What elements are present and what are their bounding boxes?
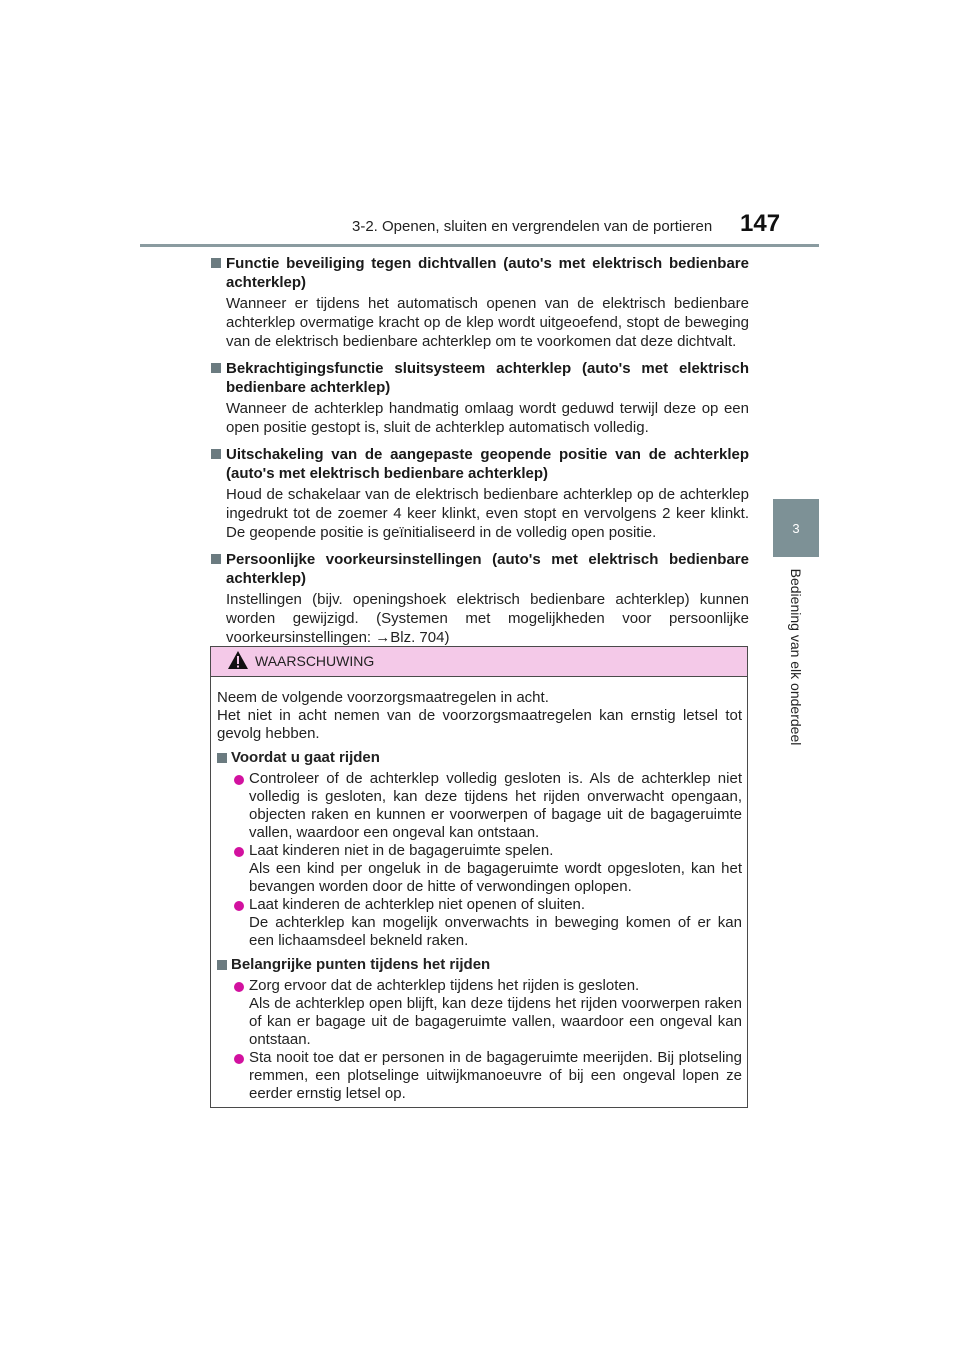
bullet-dot-icon (234, 847, 244, 857)
section-title-text: Functie beveiliging tegen dichtvallen (auto's met elektrisch bedienbare achterklep) (226, 255, 749, 291)
warning-bullet (217, 770, 742, 842)
bullet-text: Sta nooit toe dat er personen in de bagageruimte meerijden. Bij plotseling remmen, een plotselinge uitwijkmanoeuvre of bij een ongeval lopen ze eerder ernstig letsel op. (249, 1049, 742, 1102)
section-item (211, 550, 749, 647)
warning-group-title-text: Voordat u gaat rijden (231, 749, 380, 766)
bullet-dot-icon (234, 982, 244, 992)
bullet-dot-icon (234, 901, 244, 911)
warning-bullet (217, 896, 742, 950)
warning-box (210, 646, 748, 1108)
section-title-text: Uitschakeling van de aangepaste geopende positie van de achterklep (auto's met elektrisch bedienbare achterklep) (226, 446, 749, 482)
bullet-text: Als de achterklep open blijft, kan deze tijdens het rijden voorwerpen raken of kan er bagage uit de bagageruimte vallen, waardoor een ongeval kan ontstaan. (249, 995, 742, 1048)
warning-title: WAARSCHUWING (255, 653, 375, 669)
page-reference-link[interactable]: Blz. 704) (390, 629, 450, 646)
section-item (211, 254, 749, 351)
header-divider (140, 244, 819, 247)
chapter-label: Bediening van elk onderdeel (788, 568, 804, 746)
warning-intro-line: Neem de volgende voorzorgsmaatregelen in acht. (217, 689, 549, 706)
chapter-tab (773, 499, 819, 557)
page-number: 147 (740, 210, 781, 237)
section-item (211, 359, 749, 437)
section-item (211, 445, 749, 542)
bullet-dot-icon (234, 775, 244, 785)
warning-intro-line: Het niet in acht nemen van de voorzorgsmaatregelen kan ernstig letsel tot gevolg hebben. (217, 707, 742, 742)
warning-group-title (217, 956, 742, 974)
section-body-text: Instellingen (bijv. openingshoek elektrisch bedienbare achterklep) kunnen worden gewijzigd. (Systemen met mogelijkheden voor persoonlijke voorkeursinstellingen: (226, 591, 749, 646)
square-bullet-icon (211, 363, 221, 373)
chapter-number: 3 (792, 520, 800, 536)
square-bullet-icon (211, 449, 221, 459)
bullet-text: Zorg ervoor dat de achterklep tijdens het rijden is gesloten. (249, 977, 640, 994)
section-body: Wanneer de achterklep handmatig omlaag wordt geduwd terwijl deze op een open positie gestopt is, sluit de achterklep automatisch volledig. (226, 400, 749, 436)
section-body: Houd de schakelaar van de elektrisch bedienbare achterklep op de achterklep ingedrukt tot de zoemer 4 keer klinkt, even stopt en vervolgens 2 keer klinkt. De geopende positie is geïnitialiseerd in de volledig open positie. (226, 486, 749, 541)
warning-group-title (217, 749, 742, 767)
main-content (211, 254, 749, 655)
square-bullet-icon (217, 753, 227, 763)
warning-bullet (217, 977, 742, 1049)
section-body: Wanneer er tijdens het automatisch openen van de elektrisch bedienbare achterklep overmatige kracht op de klep wordt uitgeoefend, stopt de beweging van de elektrisch bedienbare achterklep om te voorkomen dat deze dichtvalt. (226, 295, 749, 350)
warning-intro (217, 689, 742, 743)
arrow-icon: → (375, 629, 391, 646)
bullet-text: Als een kind per ongeluk in de bagageruimte wordt opgesloten, kan het bevangen worden door de hitte of verwondingen oplopen. (249, 860, 742, 895)
section-title (211, 445, 749, 483)
section-body (211, 590, 749, 647)
warning-header (211, 647, 747, 677)
warning-group-title-text: Belangrijke punten tijdens het rijden (231, 956, 491, 973)
bullet-text: Laat kinderen niet in de bagageruimte spelen. (249, 842, 554, 859)
warning-bullet (217, 842, 742, 896)
section-title (211, 254, 749, 292)
bullet-dot-icon (234, 1054, 244, 1064)
square-bullet-icon (211, 554, 221, 564)
running-header: 3-2. Openen, sluiten en vergrendelen van de portieren (352, 218, 713, 235)
bullet-text: De achterklep kan mogelijk onverwachts in beweging komen of er kan een lichaamsdeel bekneld raken. (249, 914, 742, 949)
bullet-text: Laat kinderen de achterklep niet openen of sluiten. (249, 896, 586, 913)
square-bullet-icon (217, 960, 227, 970)
bullet-text: Controleer of de achterklep volledig gesloten is. Als de achterklep niet volledig is gesloten, kan deze tijdens het rijden onverwacht opengaan, objecten raken en kunnen er voorwerpen of bagage uit de bagageruimte vallen, waardoor een ongeval kan ontstaan. (249, 770, 742, 841)
warning-body (211, 677, 747, 1103)
section-title (211, 550, 749, 588)
section-title (211, 359, 749, 397)
warning-bullet (217, 1049, 742, 1103)
square-bullet-icon (211, 258, 221, 268)
section-title-text: Bekrachtigingsfunctie sluitsysteem achterklep (auto's met elektrisch bedienbare achterklep) (226, 360, 749, 396)
section-title-text: Persoonlijke voorkeursinstellingen (auto's met elektrisch bedienbare achterklep) (226, 551, 749, 587)
warning-triangle-icon (227, 650, 249, 670)
